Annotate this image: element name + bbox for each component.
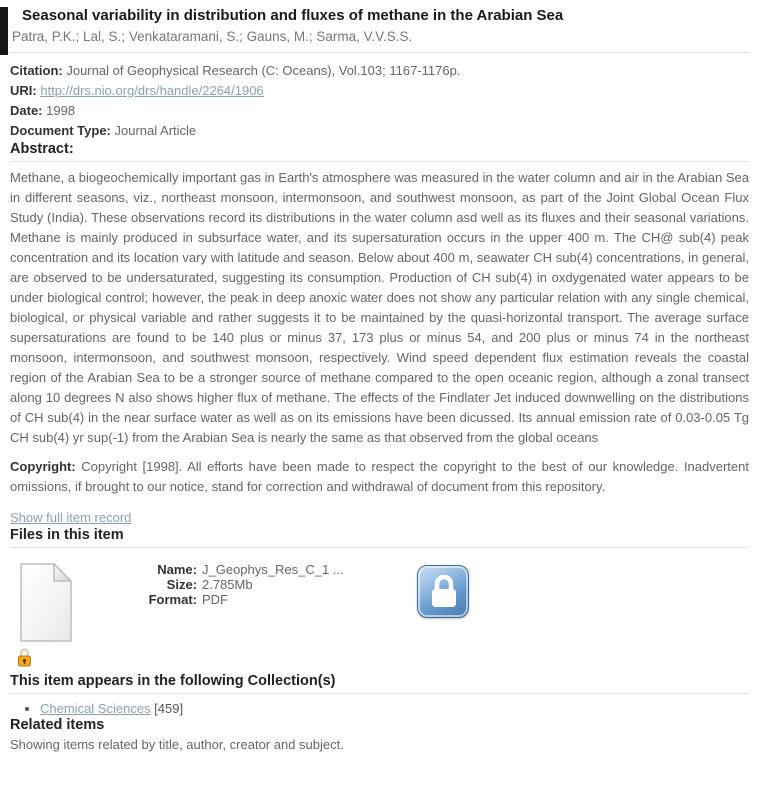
window-edge-bar (0, 7, 8, 55)
header-divider (10, 52, 749, 53)
related-items-subtext: Showing items related by title, author, creator and subject. (10, 737, 344, 752)
collection-count: [459] (154, 701, 184, 716)
copyright-text: Copyright [1998]. All efforts have been made to respect the copyright to the best of our knowledge. Inadvertent omissions, if brought to our notice, stand for correction and withdrawal of document from this repository. (10, 459, 749, 494)
file-row (10, 561, 749, 673)
document-file-icon[interactable] (18, 562, 74, 644)
metadata-list (10, 61, 749, 141)
files-section-heading: Files in this item (10, 527, 124, 543)
collections-divider (10, 693, 749, 694)
doctype-row (10, 121, 749, 141)
file-size-label: Size: (166, 577, 197, 592)
date-row (10, 101, 749, 121)
file-format-label: Format: (148, 592, 197, 607)
citation-label: Citation: (10, 63, 63, 78)
collection-list-item (40, 701, 749, 717)
abstract-heading: Abstract: (10, 141, 74, 157)
authors-line: Patra, P.K.; Lal, S.; Venkataramani, S.; Gauns, M.; Sarma, V.V.S.S. (12, 29, 413, 44)
abstract-text: Methane, a biogeochemically important gas in Earth's atmosphere was measured in the water column and air in the Arabian Sea in different seasons, viz., northeast monsoon, intermonsoon, and southwest monsoon, as part of the Joint Global Ocean Flux Study (India). These observations record its distributions in the water column asd well as its fluxes and their seasonal variations. Methane is mainly produced in subsurface water, and its supersaturation occurs in the upper 400 m. The CH@ sub(4) peak concentration and its location vary with latitude and season. Below about 400 m, seawater CH sub(4) concentrations, in general, are observed to be undersaturated, suggesting its consumption. Production of CH sub(4) in oxdygenated water appears to be under biological control; however, the peak in deep anoxic water does not show any particular relation with any single chemical, biological, or physical variable and rather suggests it to be maintained by the quasi-horizontal transport. The average surface supersaturations are found to be 140 plus or minus 37, 173 plus or minus 54, and 200 plus or minus 74 in the northeast monsoon, intermonsoon, and southwest monsoon, respectively. Wind speed dependent flux estimation reveals the coastal region of the Arabian Sea to be a stronger source of methane compared to the open oceanic region, although a zonal transect along 10 degrees N also shows higher flux of methane. The effects of the Findlater Jet induced downwelling on the distributions of CH sub(4) in the near surface water as well as on its emissions have been dicussed. Its annual emission rate of 0.03-0.05 Tg CH sub(4) yr sup(-1) from the Arabian Sea is nearly the same as that observed from the global oceans (10, 170, 749, 445)
page-title: Seasonal variability in distribution and fluxes of methane in the Arabian Sea (22, 7, 564, 24)
abstract-divider (10, 161, 749, 162)
copyright-label: Copyright: (10, 459, 76, 474)
collections-heading: This item appears in the following Collection(s) (10, 673, 336, 689)
doctype-label: Document Type: (10, 123, 111, 138)
files-divider (10, 547, 749, 548)
uri-link[interactable]: http://drs.nio.org/drs/handle/2264/1906 (40, 83, 264, 98)
file-size-value: 2.785Mb (202, 577, 253, 592)
restricted-lock-icon (17, 648, 32, 667)
collection-list (10, 701, 749, 717)
related-items-heading: Related items (10, 717, 105, 733)
citation-value: Journal of Geophysical Research (C: Oceans), Vol.103; 1167-1176p. (66, 63, 461, 78)
date-label: Date: (10, 103, 43, 118)
file-name-value: J_Geophys_Res_C_1 ... (202, 562, 344, 577)
copyright-paragraph (10, 457, 749, 497)
collection-link[interactable]: Chemical Sciences (40, 701, 151, 716)
date-value: 1998 (46, 103, 76, 118)
file-format-value: PDF (202, 592, 228, 607)
locked-access-button[interactable] (417, 565, 469, 618)
file-meta (133, 562, 344, 607)
doctype-value: Journal Article (114, 123, 197, 138)
citation-row (10, 61, 749, 81)
show-full-item-record-link[interactable]: Show full item record (10, 510, 132, 525)
white-padlock-icon (430, 575, 458, 609)
item-record-page (0, 7, 759, 753)
file-name-label: Name: (157, 562, 197, 577)
uri-label: URI: (10, 83, 37, 98)
uri-row (10, 81, 749, 101)
